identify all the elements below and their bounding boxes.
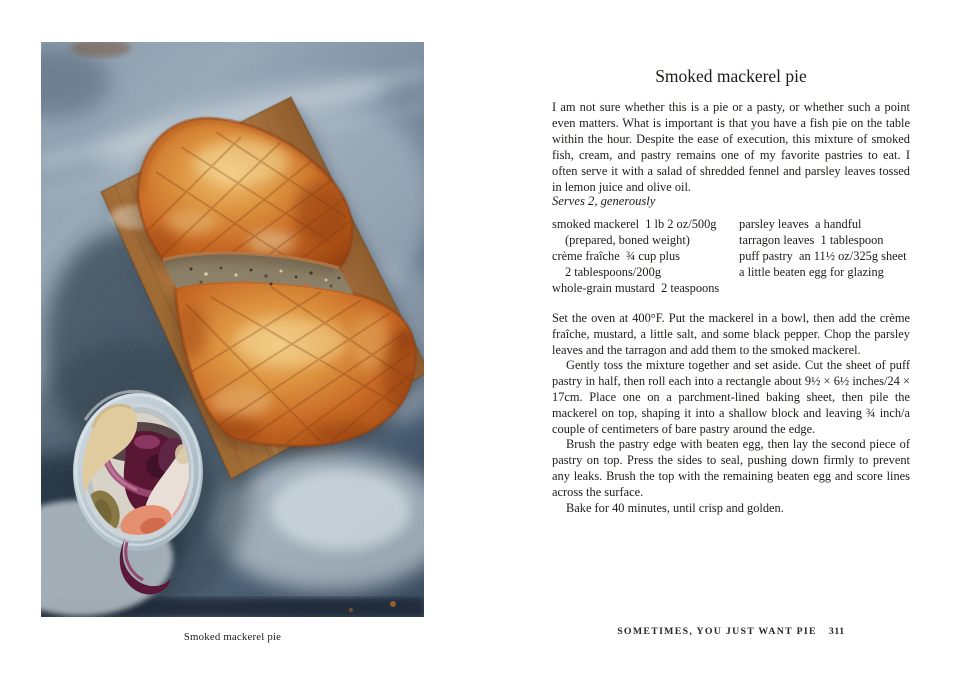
recipe-introduction: I am not sure whether this is a pie or a pasty, or whether such a point even matters. What is important is that you have a fish pie on the table within the hour. Despite the ease of execution, this mixture of smoked fish, cream, and pastry remains one of my favorite pastries to eat. I often serve it with a salad of shredded fennel and parsley leaves tossed in lemon juice and olive oil. (552, 100, 910, 194)
method-paragraph: Gently toss the mixture together and set aside. Cut the sheet of puff pastry in half, then roll each into a rectangle about 9½ × 6½ inches/24 × 17cm. Place one on a parchment-lined baking sheet, then pile the mackerel on top, shaping it into a shallow block and leaving ¾ inch/a couple of centimeters of bare pastry around the edge. (552, 358, 910, 436)
method-paragraph: Brush the pastry edge with beaten egg, then lay the second piece of pastry on top. Press the sides to seal, pushing down firmly to prevent any leaks. Brush the top with the remaining beaten egg and score lines across the surface. (552, 437, 910, 499)
ingredient-line: (prepared, boned weight) (565, 233, 690, 247)
chapter-running-head: SOMETIMES, YOU JUST WANT PIE (617, 626, 817, 637)
ingredient-line: parsley leaves a handful (739, 217, 862, 231)
ingredient-line: smoked mackerel 1 lb 2 oz/500g (552, 217, 717, 231)
page-number: 311 (828, 626, 845, 637)
ingredient-line: tarragon leaves 1 tablespoon (739, 233, 884, 247)
ingredients-column-right (739, 216, 924, 280)
method-text (552, 311, 910, 516)
ingredient-line: crème fraîche ¾ cup plus (552, 249, 680, 263)
ingredient-line: a little beaten egg for glazing (739, 265, 884, 279)
running-footer (552, 626, 910, 637)
recipe-page (552, 0, 910, 680)
recipe-photo (41, 42, 424, 617)
ingredient-line: 2 tablespoons/200g (565, 265, 662, 279)
ingredient-line: whole-grain mustard 2 teaspoons (552, 281, 720, 295)
recipe-title: Smoked mackerel pie (655, 66, 807, 86)
smoked-mackerel-pie-photo (41, 42, 424, 617)
method-paragraph: Bake for 40 minutes, until crisp and golden. (566, 500, 784, 515)
photo-caption: Smoked mackerel pie (183, 631, 282, 643)
ingredient-line: puff pastry an 11½ oz/325g sheet (739, 249, 907, 263)
ingredients-column-left (552, 216, 742, 296)
method-paragraph: Set the oven at 400°F. Put the mackerel in a bowl, then add the crème fraîche, mustard, a little salt, and some black pepper. Chop the parsley leaves and the tarragon and add them to the smoked mackerel. (552, 311, 910, 357)
serves-note: Serves 2, generously (552, 194, 656, 208)
